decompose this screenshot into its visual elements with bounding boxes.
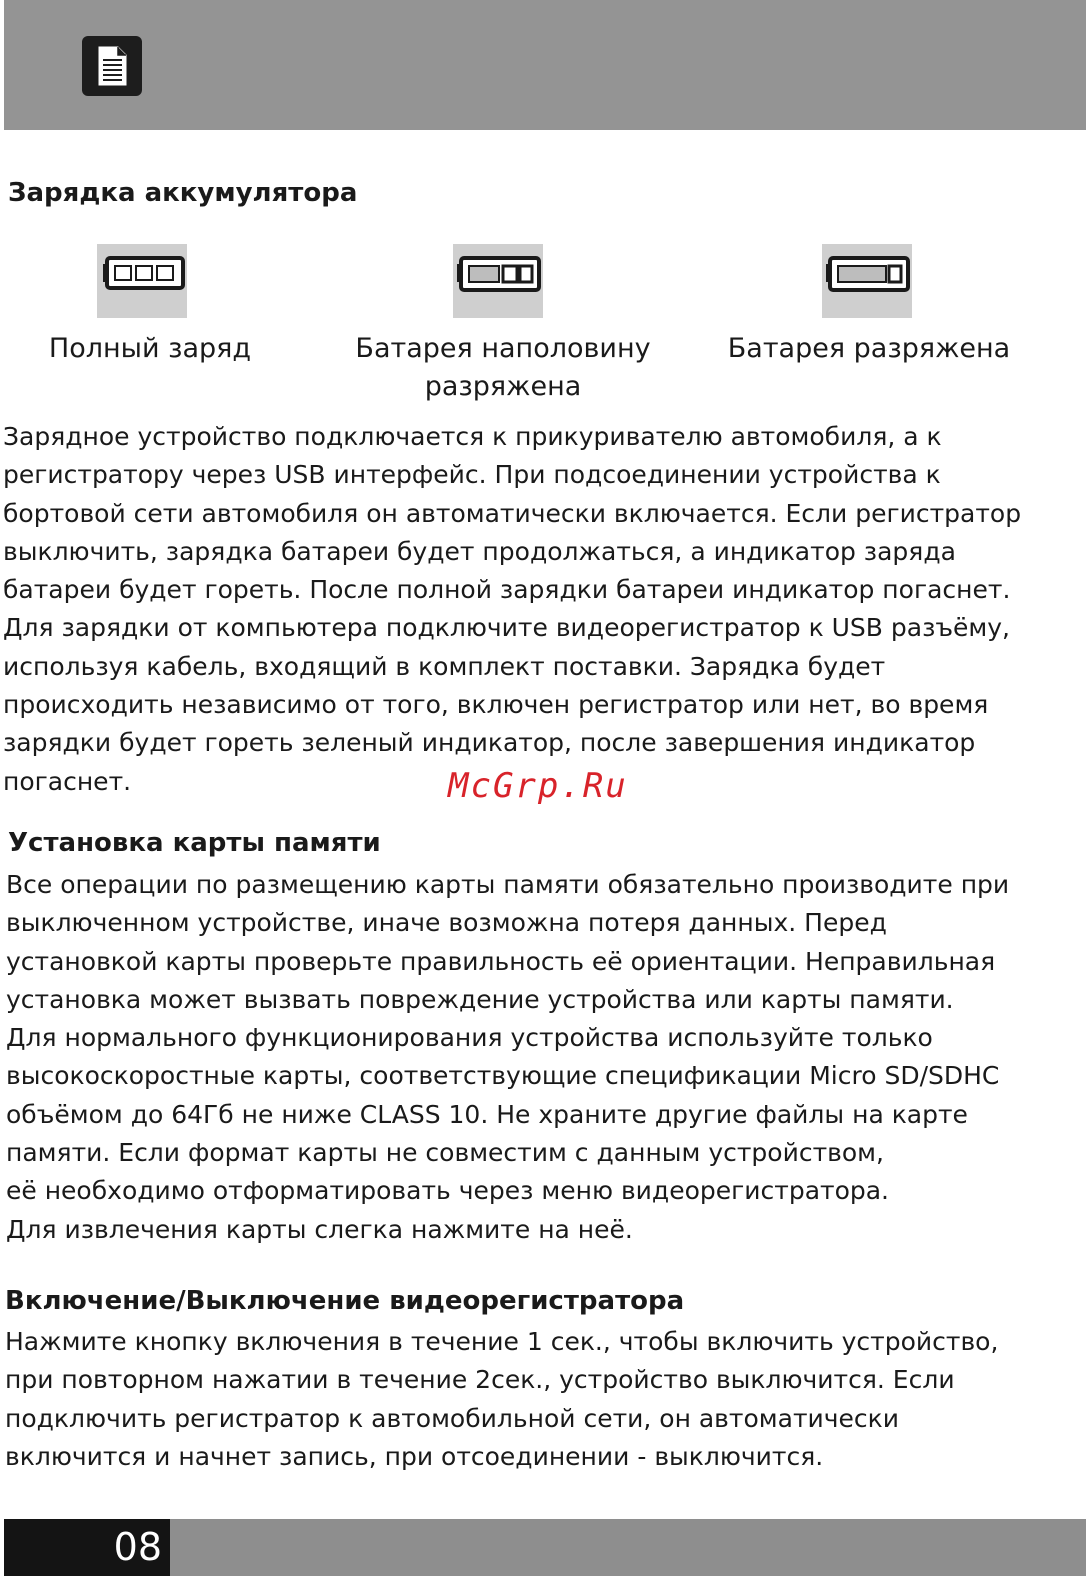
battery-section-title: Зарядка аккумулятора bbox=[8, 178, 358, 208]
watermark: McGrp.Ru bbox=[448, 766, 628, 806]
battery-half-label: Батарея наполовину разряжена bbox=[355, 333, 651, 402]
memory-paragraph: Все операции по размещению карты памяти обязательно производите при выключенном устройстве, иначе возможна потеря данных. Перед установкой карты проверьте правильность её ориентации. Неправильная установка может вызвать повреждение устройства или карты памяти. Для нормального функционирования устройства используйте только высокоскоростные карты, соответствующие спецификации Micro SD/SDHC объёмом до 64Гб не ниже CLASS 10. Не храните другие файлы на карте памяти. Если формат карты не совместим с данным устройством, её необходимо отформатировать через меню видеорегистратора. Для извлечения карты слегка нажмите на неё. bbox=[6, 870, 1010, 1244]
header-bar bbox=[4, 0, 1086, 130]
battery-full-label: Полный заряд bbox=[48, 333, 252, 364]
battery-half-icon bbox=[453, 244, 543, 318]
page-number: 08 bbox=[4, 1519, 170, 1576]
power-paragraph: Нажмите кнопку включения в течение 1 сек., чтобы включить устройство, при повторном нажатии в течение 2сек., устройство выключится. Если подключить регистратор к автомобильной сети, он автоматически включится и начнет запись, при отсоединении - выключится. bbox=[5, 1327, 999, 1471]
battery-full-icon bbox=[97, 244, 187, 318]
battery-low-label: Батарея разряжена bbox=[727, 333, 1011, 364]
battery-paragraph: Зарядное устройство подключается к прикуривателю автомобиля, а к регистратору через USB интерфейс. При подсоединении устройства к бортовой сети автомобиля он автоматически включается. Если регистратор выключить, зарядка батареи будет продолжаться, а индикатор заряда батареи будет гореть. После полной зарядки батареи индикатор погаснет. Для зарядки от компьютера подключите видеорегистратор к USB разъёму, используя кабель, входящий в комплект поставки. Зарядка будет происходить независимо от того, включен регистратор или нет, во время зарядки будет гореть зеленый индикатор, после завершения индикатор погаснет. bbox=[3, 422, 1022, 796]
memory-section-title: Установка карты памяти bbox=[8, 828, 381, 858]
battery-low-icon bbox=[822, 244, 912, 318]
document-icon bbox=[82, 36, 142, 96]
power-section-title: Включение/Выключение видеорегистратора bbox=[5, 1286, 685, 1316]
